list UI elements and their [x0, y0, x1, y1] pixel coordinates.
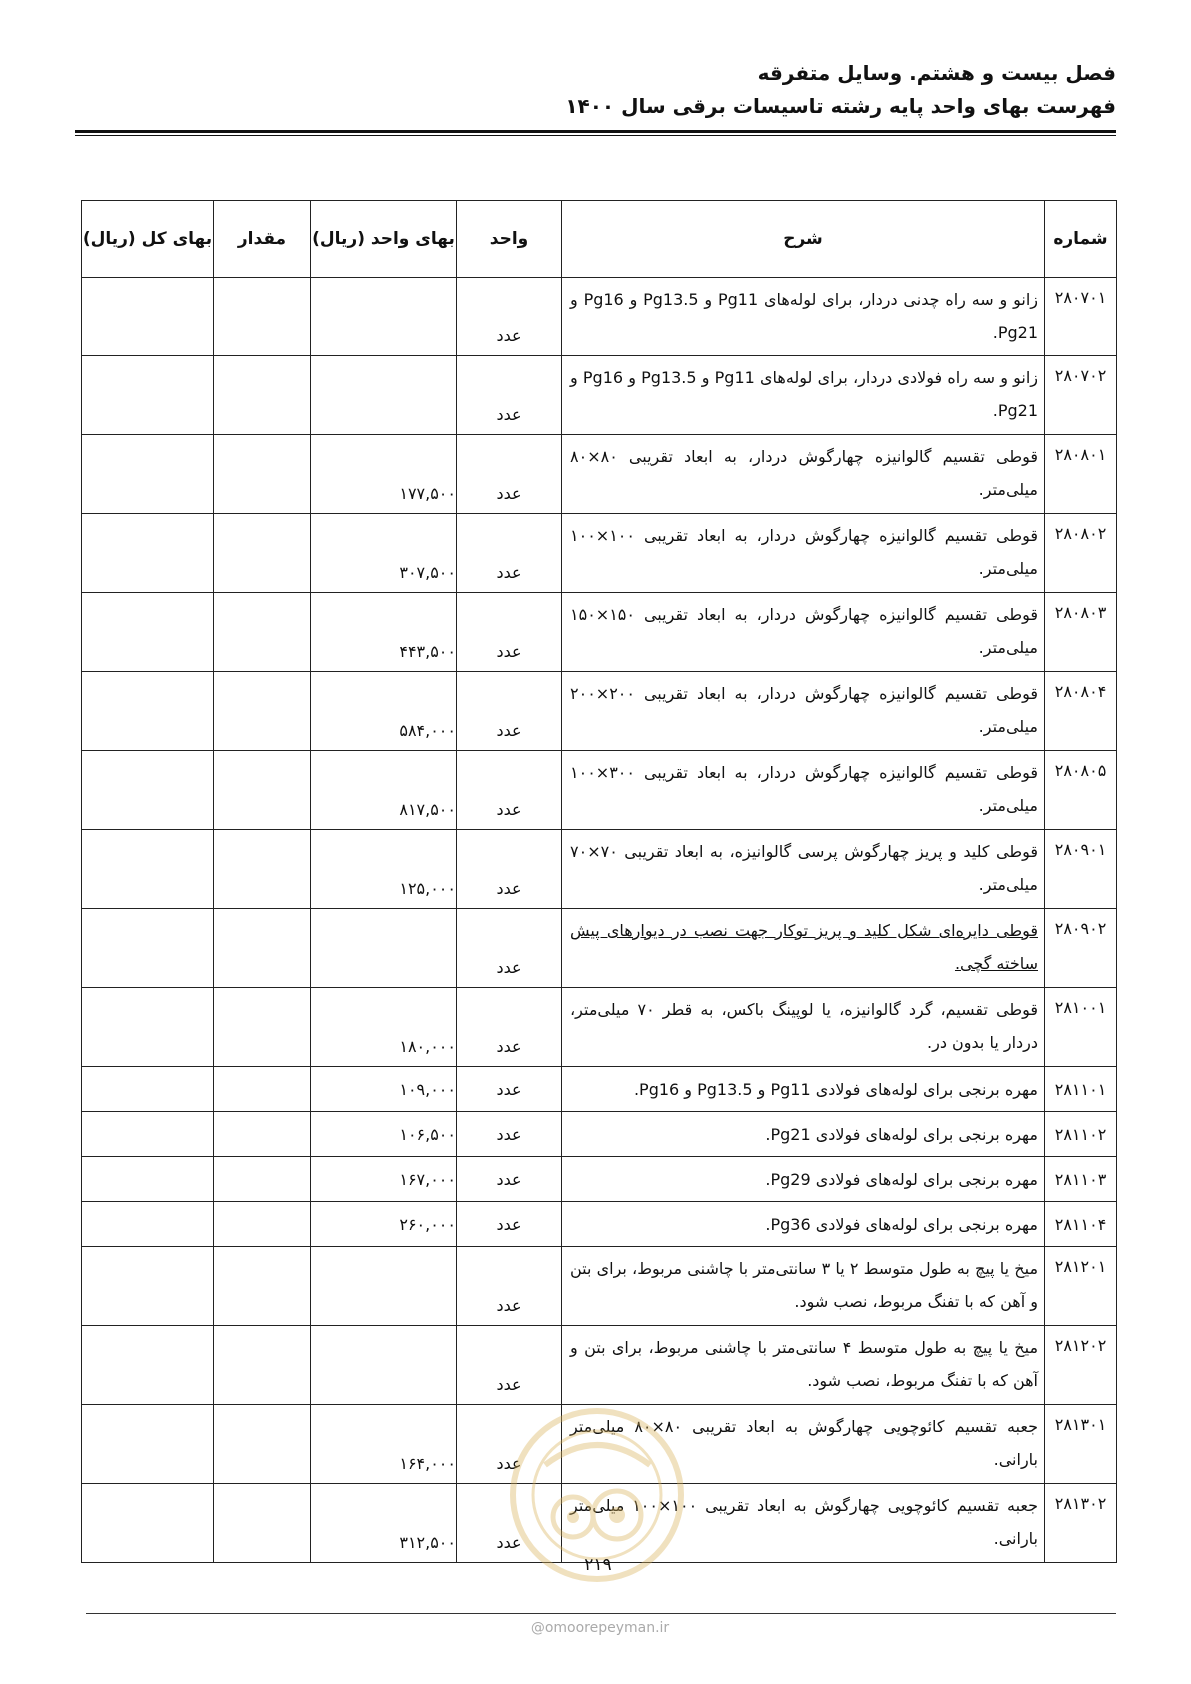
item-unit-price: ۱۷۷,۵۰۰ — [311, 435, 457, 514]
item-unit: عدد — [457, 278, 562, 356]
item-description: مهره برنجی برای لوله‌های فولادی Pg11 و Pg13.5 و Pg16. — [562, 1067, 1045, 1112]
item-unit: عدد — [457, 1202, 562, 1247]
page-header — [66, 56, 1116, 122]
item-quantity — [214, 514, 311, 593]
item-code: ۲۸۱۱۰۳ — [1045, 1157, 1117, 1202]
header-rule-thick — [75, 130, 1116, 133]
item-total — [82, 1112, 214, 1157]
item-code: ۲۸۰۸۰۴ — [1045, 672, 1117, 751]
item-quantity — [214, 1247, 311, 1326]
item-code: ۲۸۰۸۰۳ — [1045, 593, 1117, 672]
table-row — [82, 1202, 1117, 1247]
item-description: میخ یا پیچ به طول متوسط ۲ یا ۳ سانتی‌متر با چاشنی مربوط، برای بتن و آهن که با تفنگ مربوط، نصب شود. — [562, 1247, 1045, 1326]
item-unit-price — [311, 278, 457, 356]
col-header-unit: واحد — [457, 201, 562, 278]
item-quantity — [214, 1405, 311, 1484]
item-description: جعبه تقسیم کائوچویی چهارگوش به ابعاد تقریبی ۱۰۰×۱۰۰ میلی‌متر بارانی. — [562, 1484, 1045, 1563]
item-unit: عدد — [457, 1405, 562, 1484]
item-unit-price — [311, 1247, 457, 1326]
item-total — [82, 1202, 214, 1247]
table-row — [82, 672, 1117, 751]
item-unit-price: ۱۶۷,۰۰۰ — [311, 1157, 457, 1202]
item-total — [82, 830, 214, 909]
item-code: ۲۸۱۳۰۱ — [1045, 1405, 1117, 1484]
item-unit: عدد — [457, 751, 562, 830]
item-unit-price: ۳۱۲,۵۰۰ — [311, 1484, 457, 1563]
item-quantity — [214, 830, 311, 909]
item-description: زانو و سه راه فولادی دردار، برای لوله‌های Pg11 و Pg13.5 و Pg16 و Pg21. — [562, 356, 1045, 435]
item-code: ۲۸۱۱۰۲ — [1045, 1112, 1117, 1157]
item-description: جعبه تقسیم کائوچویی چهارگوش به ابعاد تقریبی ۸۰×۸۰ میلی‌متر بارانی. — [562, 1405, 1045, 1484]
item-unit-price — [311, 1326, 457, 1405]
item-unit-price: ۱۲۵,۰۰۰ — [311, 830, 457, 909]
item-total — [82, 672, 214, 751]
item-code: ۲۸۰۹۰۲ — [1045, 909, 1117, 988]
item-unit: عدد — [457, 1247, 562, 1326]
table-row — [82, 1247, 1117, 1326]
item-description: مهره برنجی برای لوله‌های فولادی Pg29. — [562, 1157, 1045, 1202]
item-total — [82, 514, 214, 593]
item-unit: عدد — [457, 1326, 562, 1405]
item-code: ۲۸۰۹۰۱ — [1045, 830, 1117, 909]
item-code: ۲۸۱۰۰۱ — [1045, 988, 1117, 1067]
item-total — [82, 988, 214, 1067]
item-description: قوطی تقسیم گالوانیزه چهارگوش دردار، به ابعاد تقریبی ۱۵۰×۱۵۰ میلی‌متر. — [562, 593, 1045, 672]
item-quantity — [214, 1157, 311, 1202]
footer-website: @omoorepeyman.ir — [530, 1620, 670, 1636]
item-quantity — [214, 1112, 311, 1157]
document-title: فهرست بهای واحد پایه رشته تاسیسات برقی سال ۱۴۰۰ — [565, 94, 1116, 118]
item-description: میخ یا پیچ به طول متوسط ۴ سانتی‌متر با چاشنی مربوط، برای بتن و آهن که با تفنگ مربوط، نصب شود. — [562, 1326, 1045, 1405]
item-total — [82, 1157, 214, 1202]
item-description: زانو و سه راه چدنی دردار، برای لوله‌های Pg11 و Pg13.5 و Pg16 و Pg21. — [562, 278, 1045, 356]
item-unit-price: ۴۴۳,۵۰۰ — [311, 593, 457, 672]
item-code: ۲۸۱۲۰۱ — [1045, 1247, 1117, 1326]
item-total — [82, 435, 214, 514]
item-description: قوطی تقسیم گالوانیزه چهارگوش دردار، به ابعاد تقریبی ۲۰۰×۲۰۰ میلی‌متر. — [562, 672, 1045, 751]
col-header-description: شرح — [562, 201, 1045, 278]
item-unit: عدد — [457, 435, 562, 514]
item-unit-price: ۱۰۹,۰۰۰ — [311, 1067, 457, 1112]
item-description: قوطی تقسیم گالوانیزه چهارگوش دردار، به ابعاد تقریبی ۸۰×۸۰ میلی‌متر. — [562, 435, 1045, 514]
item-unit: عدد — [457, 672, 562, 751]
item-code: ۲۸۰۸۰۵ — [1045, 751, 1117, 830]
item-description: قوطی تقسیم گالوانیزه چهارگوش دردار، به ابعاد تقریبی ۳۰۰×۱۰۰ میلی‌متر. — [562, 751, 1045, 830]
item-code: ۲۸۰۷۰۲ — [1045, 356, 1117, 435]
footer-rule — [86, 1613, 1116, 1614]
item-quantity — [214, 909, 311, 988]
item-description: قوطی دایره‌ای شکل کلید و پریز توکار جهت نصب در دیوارهای پیش ساخته گچی. — [562, 909, 1045, 988]
item-quantity — [214, 356, 311, 435]
item-total — [82, 1067, 214, 1112]
table-row — [82, 830, 1117, 909]
table-row — [82, 1067, 1117, 1112]
table-row — [82, 356, 1117, 435]
item-quantity — [214, 593, 311, 672]
item-unit-price: ۸۱۷,۵۰۰ — [311, 751, 457, 830]
item-unit-price: ۱۸۰,۰۰۰ — [311, 988, 457, 1067]
item-total — [82, 1247, 214, 1326]
item-unit: عدد — [457, 1484, 562, 1563]
col-header-unit-price: بهای واحد (ریال) — [311, 201, 457, 278]
item-unit: عدد — [457, 909, 562, 988]
item-total — [82, 751, 214, 830]
item-quantity — [214, 988, 311, 1067]
item-unit: عدد — [457, 1067, 562, 1112]
item-quantity — [214, 1326, 311, 1405]
table-row — [82, 514, 1117, 593]
table-row — [82, 988, 1117, 1067]
item-quantity — [214, 1067, 311, 1112]
item-description: مهره برنجی برای لوله‌های فولادی Pg21. — [562, 1112, 1045, 1157]
item-description: مهره برنجی برای لوله‌های فولادی Pg36. — [562, 1202, 1045, 1247]
item-total — [82, 593, 214, 672]
table-header-row — [82, 201, 1117, 278]
item-code: ۲۸۰۷۰۱ — [1045, 278, 1117, 356]
item-total — [82, 909, 214, 988]
item-quantity — [214, 435, 311, 514]
item-code: ۲۸۱۳۰۲ — [1045, 1484, 1117, 1563]
item-unit: عدد — [457, 356, 562, 435]
item-total — [82, 1405, 214, 1484]
item-unit: عدد — [457, 830, 562, 909]
item-unit-price — [311, 909, 457, 988]
item-unit-price: ۲۶۰,۰۰۰ — [311, 1202, 457, 1247]
item-total — [82, 356, 214, 435]
col-header-code: شماره — [1045, 201, 1117, 278]
table-row — [82, 435, 1117, 514]
item-quantity — [214, 278, 311, 356]
price-table — [81, 200, 1117, 1563]
item-quantity — [214, 1202, 311, 1247]
item-unit: عدد — [457, 514, 562, 593]
table-row — [82, 751, 1117, 830]
item-unit-price: ۳۰۷,۵۰۰ — [311, 514, 457, 593]
col-header-quantity: مقدار — [214, 201, 311, 278]
item-code: ۲۸۱۱۰۱ — [1045, 1067, 1117, 1112]
item-code: ۲۸۰۸۰۱ — [1045, 435, 1117, 514]
item-code: ۲۸۱۱۰۴ — [1045, 1202, 1117, 1247]
item-unit: عدد — [457, 1157, 562, 1202]
item-quantity — [214, 672, 311, 751]
item-unit-price — [311, 356, 457, 435]
chapter-title: فصل بیست و هشتم. وسایل متفرقه — [757, 61, 1116, 85]
item-unit: عدد — [457, 988, 562, 1067]
item-total — [82, 278, 214, 356]
item-unit: عدد — [457, 593, 562, 672]
item-quantity — [214, 751, 311, 830]
header-rule-thin — [75, 135, 1116, 136]
item-description: قوطی تقسیم گالوانیزه چهارگوش دردار، به ابعاد تقریبی ۱۰۰×۱۰۰ میلی‌متر. — [562, 514, 1045, 593]
item-description: قوطی تقسیم، گرد گالوانیزه، یا لوپینگ باکس، به قطر ۷۰ میلی‌متر، دردار یا بدون در. — [562, 988, 1045, 1067]
item-total — [82, 1326, 214, 1405]
item-unit: عدد — [457, 1112, 562, 1157]
item-quantity — [214, 1484, 311, 1563]
item-total — [82, 1484, 214, 1563]
item-code: ۲۸۰۸۰۲ — [1045, 514, 1117, 593]
table-row — [82, 1326, 1117, 1405]
table-row — [82, 593, 1117, 672]
item-unit-price: ۱۰۶,۵۰۰ — [311, 1112, 457, 1157]
table-row — [82, 909, 1117, 988]
page-number: ۲۱۹ — [584, 1555, 612, 1575]
item-code: ۲۸۱۲۰۲ — [1045, 1326, 1117, 1405]
item-description: قوطی کلید و پریز چهارگوش پرسی گالوانیزه، به ابعاد تقریبی ۷۰×۷۰ میلی‌متر. — [562, 830, 1045, 909]
item-unit-price: ۵۸۴,۰۰۰ — [311, 672, 457, 751]
table-row — [82, 1112, 1117, 1157]
table-row — [82, 1157, 1117, 1202]
col-header-total-price: بهای کل (ریال) — [82, 201, 214, 278]
table-row — [82, 278, 1117, 356]
item-unit-price: ۱۶۴,۰۰۰ — [311, 1405, 457, 1484]
